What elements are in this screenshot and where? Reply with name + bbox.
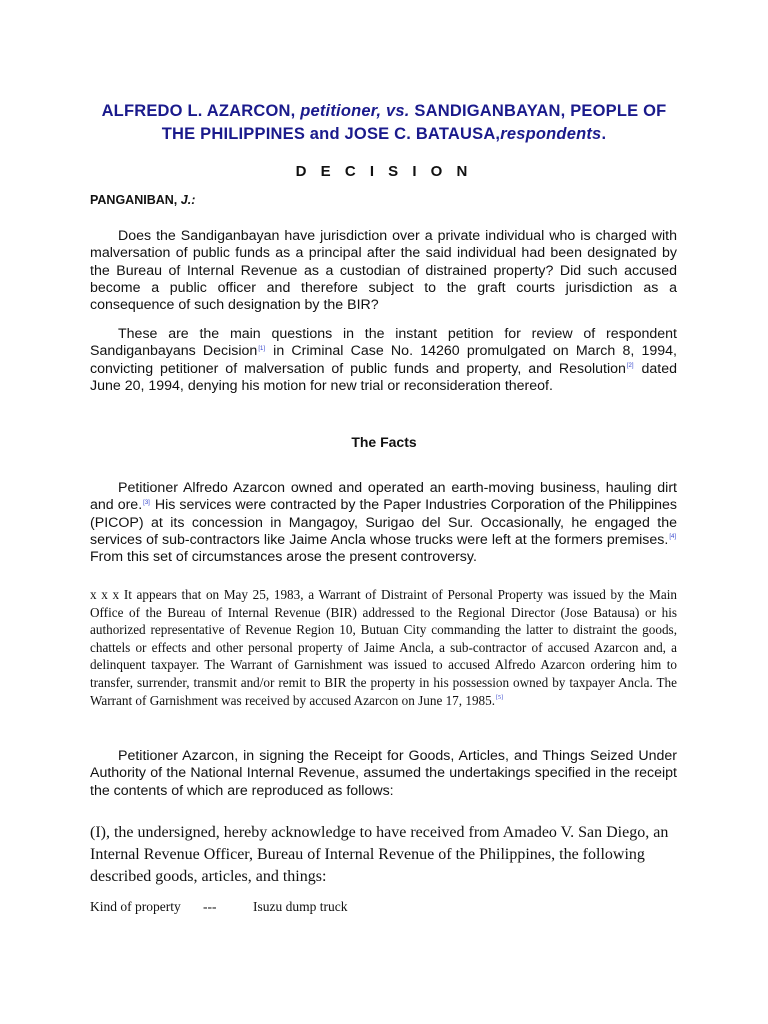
respondent-names: SANDIGANBAYAN, PEOPLE OF THE PHILIPPINES and JOSE C. BATAUSA, <box>161 102 667 143</box>
paragraph-3-text-b: His services were contracted by the Paper Industries Corporation of the Philippines (PICOP) at its concession in Mangagoy, Surigao del Sur. Occasionally, he engaged the services of sub-contractors like Jaime Ancla whose trucks were left at the formers premises. <box>90 497 678 548</box>
paragraph-2-text-a: These are the main questions in the instant petition for review of respondent Sandiganbayans Decision <box>90 326 677 360</box>
paragraph-4: Petitioner Azarcon, in signing the Receipt for Goods, Articles, and Things Seized Under Authority of the National Internal Revenue, assumed the undertakings specified in the receipt the contents of which are reproduced as follows: <box>90 748 677 799</box>
facts-heading: The Facts <box>351 434 417 450</box>
versus: vs. <box>386 102 410 120</box>
case-title <box>88 100 680 146</box>
property-separator: --- <box>203 899 217 914</box>
paragraph-2: These are the main questions in the instant petition for review of respondent Sandiganbayans Decision[1] in Criminal Case No. 14260 promulgated on March 8, 1994, convicting petitioner of malversation of public funds and property, and Resolution[2] dated June 20, 1994, denying his motion for new trial or reconsideration thereof. <box>90 326 677 394</box>
paragraph-2-text-c: dated June 20, 1994, denying his motion for new trial or reconsideration thereof. <box>90 360 677 394</box>
property-label: Kind of property <box>90 899 181 914</box>
quoted-passage-text: x x x It appears that on May 25, 1983, a Warrant of Distraint of Personal Property was issued by the Main Office of the Bureau of Internal Revenue (BIR) addressed to the Regional Director (Jose Batausa) or his authorized representative of Revenue Region 10, Butuan City commanding the latter to distraint the goods, chattels or effects and other personal property of Jaime Ancla, a sub-contractor of accused Azarcon and, a delinquent taxpayer. The Warrant of Garnishment was issued to accused Alfredo Azarcon ordering him to transfer, surrender, transmit and/or remit to BIR the property in his possession owned by taxpayer Ancla. The Warrant of Garnishment was received by accused Azarcon on June 17, 1985. <box>90 587 677 708</box>
petitioner-role: petitioner, <box>300 102 382 120</box>
petitioner-name: ALFREDO L. AZARCON, <box>101 102 296 120</box>
judge-suffix: J.: <box>180 193 196 207</box>
judge-name: PANGANIBAN, <box>90 193 178 207</box>
decision-heading: D E C I S I O N <box>295 163 473 180</box>
title-period: . <box>601 125 607 143</box>
quoted-passage: x x x It appears that on May 25, 1983, a Warrant of Distraint of Personal Property was issued by the Main Office of the Bureau of Internal Revenue (BIR) addressed to the Regional Director (Jose Batausa) or his authorized representative of Revenue Region 10, Butuan City commanding the latter to distraint the goods, chattels or effects and other personal property of Jaime Ancla, a sub-contractor of accused Azarcon and, a delinquent taxpayer. The Warrant of Garnishment was issued to accused Alfredo Azarcon ordering him to transfer, surrender, transmit and/or remit to BIR the property in his possession owned by taxpayer Ancla. The Warrant of Garnishment was received by accused Azarcon on June 17, 1985.[5] <box>90 587 677 708</box>
receipt-text: (I), the undersigned, hereby acknowledge to have received from Amadeo V. San Diego, an Internal Revenue Officer, Bureau of Internal Revenue of the Philippines, the following described goods, articles, and things: <box>90 824 669 885</box>
paragraph-1: Does the Sandiganbayan have jurisdiction over a private individual who is charged with malversation of public funds as a principal after the said individual had been designated by the Bureau of Internal Revenue as a custodian of distrained property? Did such accused become a public officer and therefore subject to the graft courts jurisdiction as a consequence of such designation by the BIR? <box>90 228 677 314</box>
paragraph-3: Petitioner Alfredo Azarcon owned and operated an earth-moving business, hauling dirt and ore.[3] His services were contracted by the Paper Industries Corporation of the Philippines (PICOP) at its concession in Mangagoy, Surigao del Sur. Occasionally, he engaged the services of sub-contractors like Jaime Ancla whose trucks were left at the formers premises.[4] From this set of circumstances arose the present controversy. <box>90 480 678 566</box>
paragraph-2-text-b: in Criminal Case No. 14260 promulgated on March 8, 1994, convicting petitioner of malversation of public funds and property, and Resolution <box>90 343 677 377</box>
respondent-role: respondents <box>500 125 602 143</box>
property-row <box>90 899 677 915</box>
paragraph-3-text-a: Petitioner Alfredo Azarcon owned and operated an earth-moving business, hauling dirt and ore. <box>90 480 677 514</box>
property-value: Isuzu dump truck <box>253 899 348 914</box>
ponente <box>90 193 195 207</box>
paragraph-3-text-c: From this set of circumstances arose the present controversy. <box>90 549 477 566</box>
